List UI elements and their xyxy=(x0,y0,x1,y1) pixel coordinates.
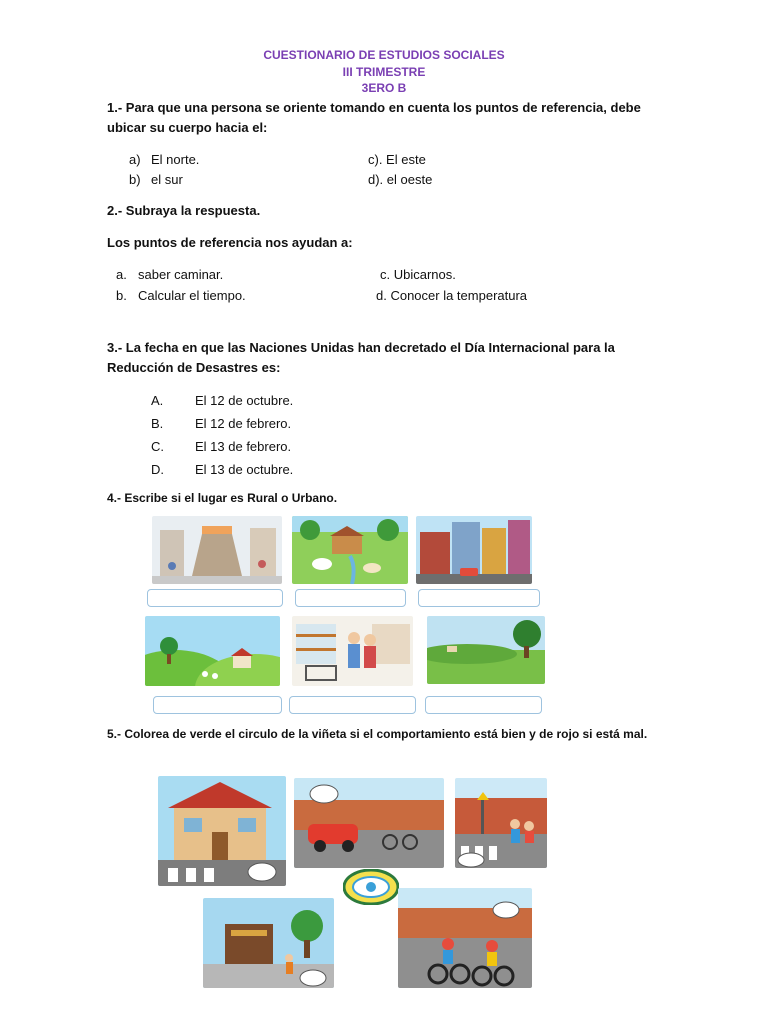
q3-option-letter: A. xyxy=(151,393,164,408)
q1-option-d xyxy=(368,170,432,190)
answer-box[interactable] xyxy=(147,589,283,607)
question-1-line-1: 1.- Para que una persona se oriente tomando en cuenta los puntos de referencia, debe xyxy=(107,100,641,115)
school-logo-badge xyxy=(343,869,399,905)
q1-option-b xyxy=(129,170,183,190)
answer-box[interactable] xyxy=(418,589,540,607)
answer-box[interactable] xyxy=(289,696,416,714)
question-3-line-1: 3.- La fecha en que las Naciones Unidas han decretado el Día Internacional para la xyxy=(107,340,615,355)
answer-box[interactable] xyxy=(153,696,282,714)
worksheet-grade: 3ERO B xyxy=(361,81,407,95)
q3-option-letter: D. xyxy=(151,462,164,477)
q3-option-a xyxy=(151,391,293,411)
answer-box[interactable] xyxy=(295,589,406,607)
image-rural-field xyxy=(427,616,545,684)
image-vignette-kids-crossing xyxy=(455,778,547,868)
q2-option-text: c. Ubicarnos. xyxy=(380,267,456,282)
q3-option-letter: B. xyxy=(151,416,164,431)
worksheet-term: III TRIMESTRE xyxy=(342,65,426,79)
image-vignette-house-crossing xyxy=(158,776,286,886)
q2-option-b xyxy=(116,286,246,306)
q1-option-letter: b) xyxy=(129,172,141,187)
q2-option-letter: b. xyxy=(116,288,127,303)
question-2-title: 2.- Subraya la respuesta. xyxy=(107,203,261,218)
q2-option-d xyxy=(376,286,527,306)
q3-option-text: El 12 de octubre. xyxy=(195,393,294,408)
q3-option-d xyxy=(151,460,293,480)
q1-option-letter: a) xyxy=(129,152,141,167)
q2-option-text: Calcular el tiempo. xyxy=(138,288,246,303)
question-1 xyxy=(107,98,667,138)
image-vignette-car-accident xyxy=(294,778,444,868)
q1-option-text: c). El este xyxy=(368,152,426,167)
answer-box[interactable] xyxy=(425,696,542,714)
q2-option-c xyxy=(380,265,456,285)
q3-option-c xyxy=(151,437,291,457)
image-urban-supermarket xyxy=(292,616,413,686)
question-3-line-2: Reducción de Desastres es: xyxy=(107,360,281,375)
q2-option-letter: a. xyxy=(116,267,127,282)
image-urban-plaza xyxy=(152,516,282,584)
q2-option-text: saber caminar. xyxy=(138,267,224,282)
q3-option-text: El 13 de febrero. xyxy=(195,439,292,454)
image-urban-street xyxy=(416,516,532,584)
q1-option-text: el sur xyxy=(151,172,183,187)
q1-option-a xyxy=(129,150,199,170)
q3-option-text: El 13 de octubre. xyxy=(195,462,294,477)
question-5-title: 5.- Colorea de verde el circulo de la viñeta si el comportamiento está bien y de rojo si está mal. xyxy=(107,727,648,741)
q1-option-text: d). el oeste xyxy=(368,172,433,187)
q1-option-c xyxy=(368,150,426,170)
q2-option-a xyxy=(116,265,223,285)
image-vignette-cyclists xyxy=(398,888,532,988)
q2-option-text: d. Conocer la temperatura xyxy=(376,288,528,303)
worksheet-title: CUESTIONARIO DE ESTUDIOS SOCIALES xyxy=(263,48,505,62)
q3-option-b xyxy=(151,414,291,434)
q3-option-text: El 12 de febrero. xyxy=(195,416,292,431)
image-rural-hills xyxy=(145,616,280,686)
question-2-prompt: Los puntos de referencia nos ayudan a: xyxy=(107,235,353,250)
question-1-line-2: ubicar su cuerpo hacia el: xyxy=(107,120,268,135)
image-rural-farm xyxy=(292,516,408,584)
question-3 xyxy=(107,338,667,378)
question-4-title: 4.- Escribe si el lugar es Rural o Urbano. xyxy=(107,491,338,505)
q3-option-letter: C. xyxy=(151,439,164,454)
q1-option-text: El norte. xyxy=(151,152,200,167)
image-vignette-school-entrance xyxy=(203,898,334,988)
